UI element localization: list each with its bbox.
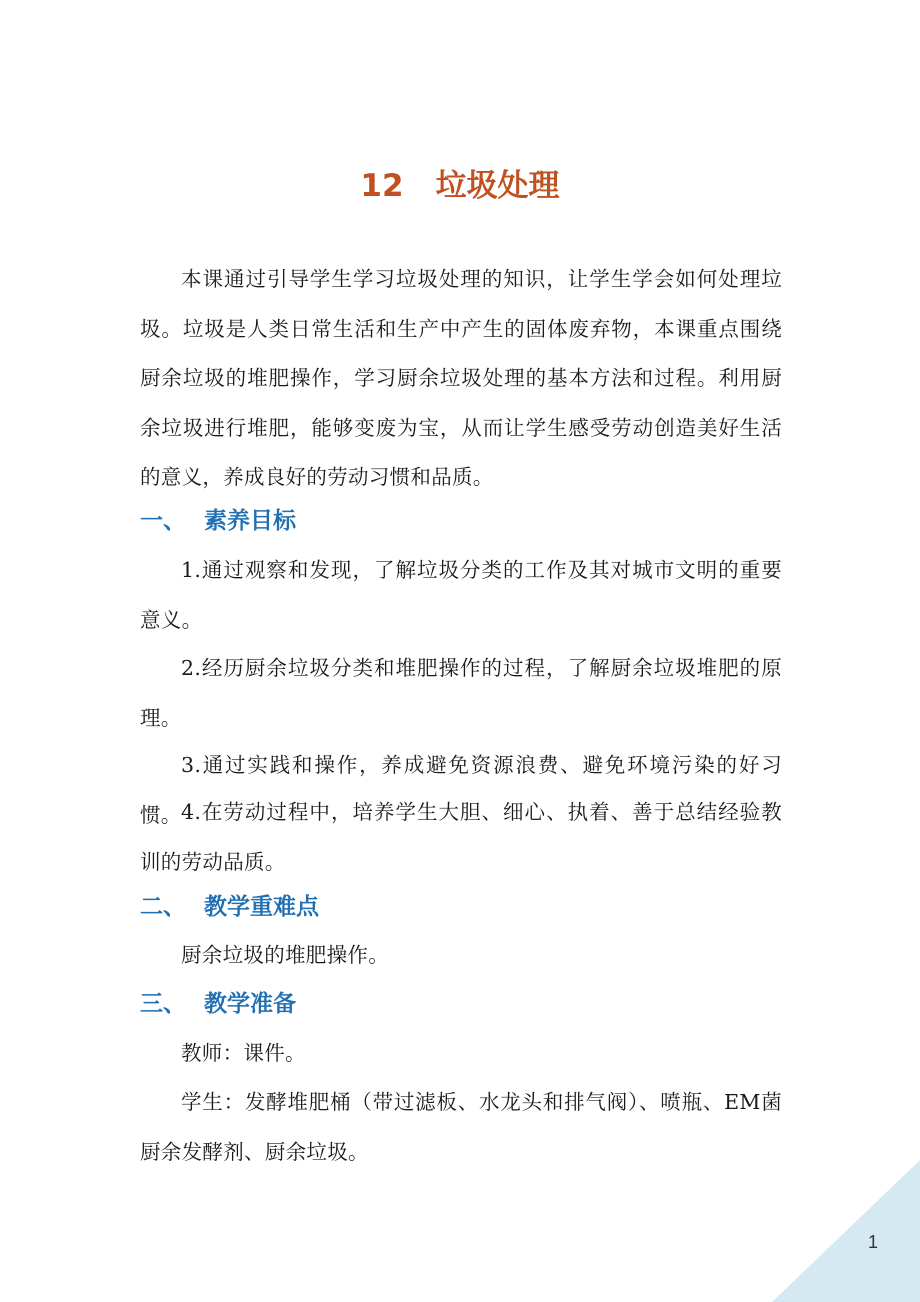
key-point-text: 厨余垃圾的堆肥操作。 (181, 943, 389, 967)
section-number: 一、 (140, 508, 186, 534)
page-number: 1 (868, 1232, 879, 1252)
section-heading-2 (140, 887, 319, 927)
section-heading-3 (140, 984, 296, 1024)
intro-paragraph: 本课通过引导学生学习垃圾处理的知识，让学生学会如何处理垃圾。垃圾是人类日常生活和生产中产生的固体废弃物，本课重点围绕厨余垃圾的堆肥操作，学习厨余垃圾处理的基本方法和过程。利用厨余垃圾进行堆肥，能够变废为宝，从而让学生感受劳动创造美好生活的意义，养成良好的劳动习惯和品质。 (140, 267, 782, 489)
corner-triangle (772, 1160, 920, 1302)
goal-item-1: 1.通过观察和发现，了解垃圾分类的工作及其对城市文明的重要意义。 (140, 558, 782, 632)
section-title: 素养目标 (204, 508, 296, 534)
section-title: 教学重难点 (204, 894, 319, 920)
student-prep: 学生：发酵堆肥桶（带过滤板、水龙头和排气阀）、喷瓶、EM菌厨余发酵剂、厨余垃圾。 (140, 1090, 782, 1164)
teacher-prep: 教师：课件。 (181, 1041, 306, 1065)
goal-item-3: 3.通过实践和操作，养成避免资源浪费、避免环境污染的好习惯。 (140, 753, 782, 827)
title-text: 垃圾处理 (435, 168, 560, 204)
section-number: 三、 (140, 991, 186, 1017)
section-heading-1 (140, 501, 296, 541)
section-title: 教学准备 (204, 991, 296, 1017)
section-number: 二、 (140, 894, 186, 920)
title-number: 12 (360, 168, 404, 204)
page-title (0, 163, 920, 209)
goal-item-4: 4.在劳动过程中，培养学生大胆、细心、执着、善于总结经验教训的劳动品质。 (140, 800, 782, 874)
goal-item-2: 2.经历厨余垃圾分类和堆肥操作的过程，了解厨余垃圾堆肥的原理。 (140, 656, 782, 730)
